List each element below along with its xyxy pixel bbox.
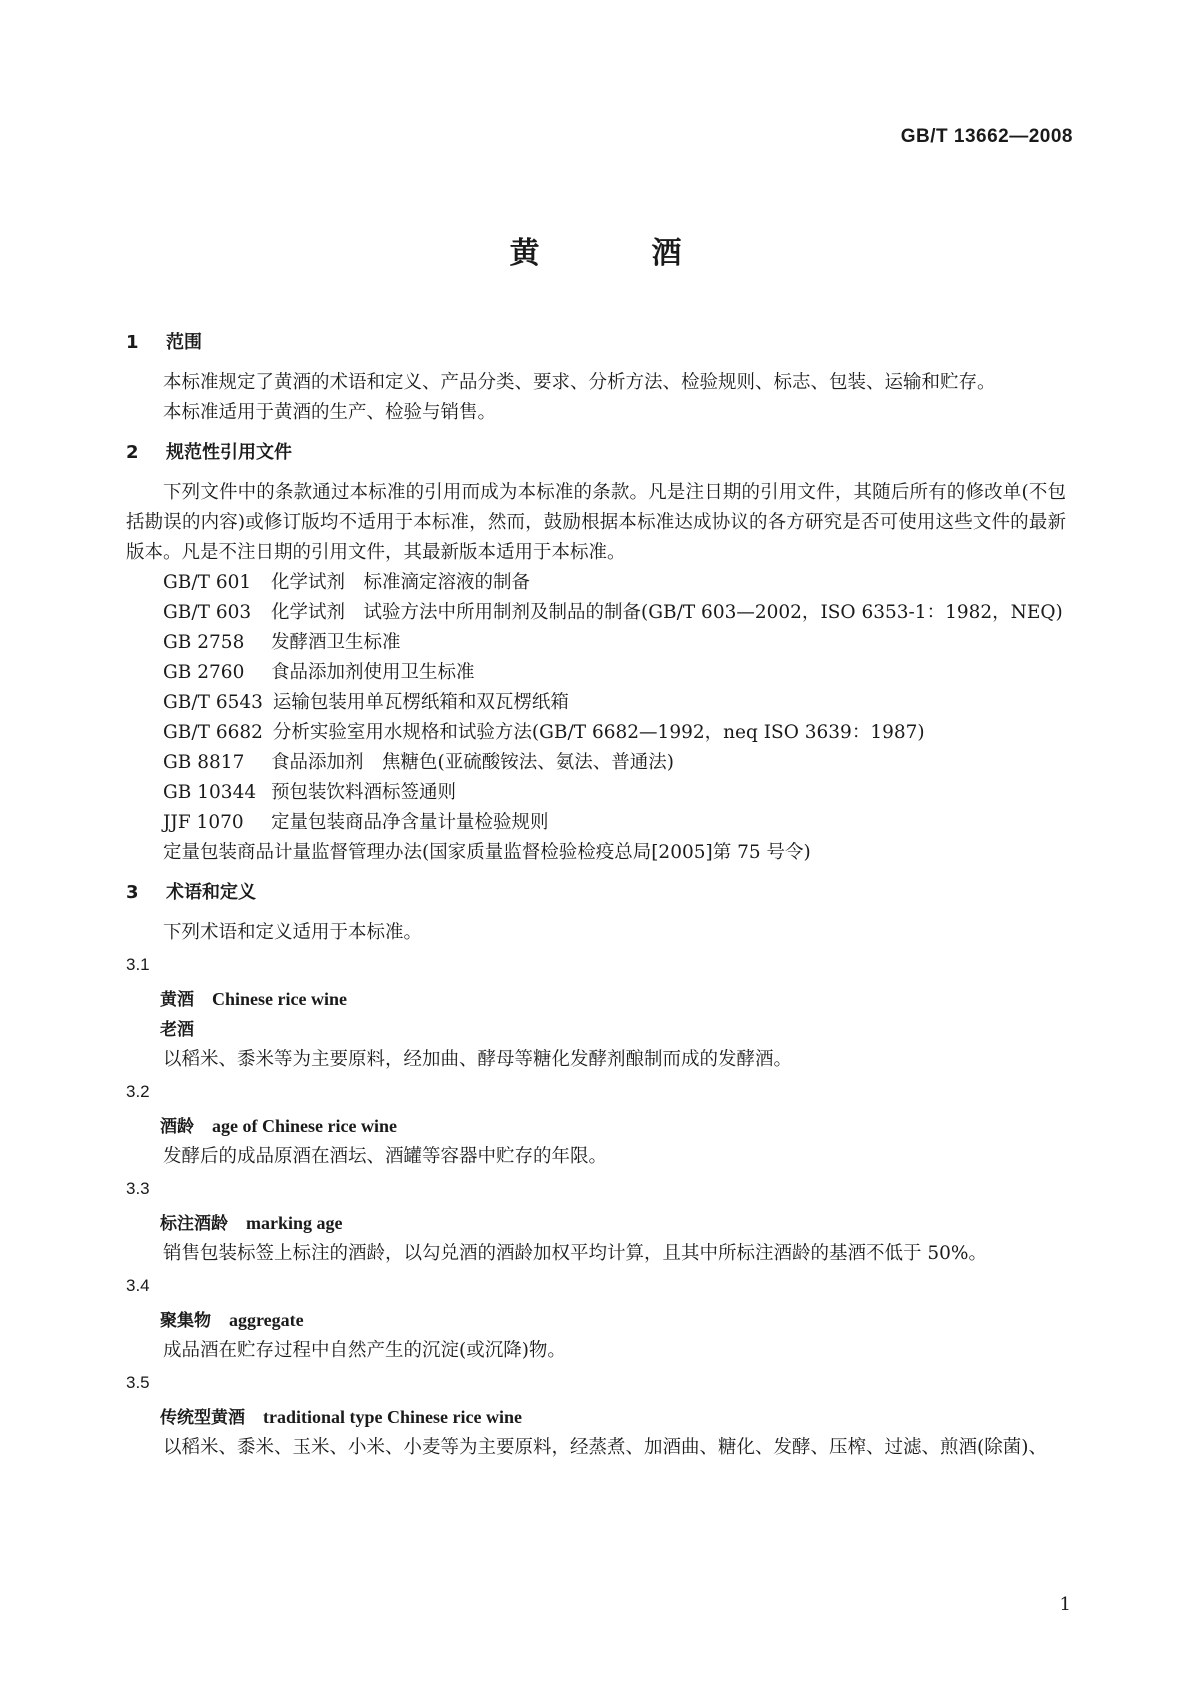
reference-title: 化学试剂 试验方法中所用制剂及制品的制备(GB/T 603—2002，ISO 6353-1：1982，NEQ) [271,602,1063,623]
reference-title: 化学试剂 标准滴定溶液的制备 [271,572,531,593]
section-2-heading [126,438,1066,468]
reference-code: GB 2758 [163,632,245,653]
reference-item-regulation: 定量包装商品计量监督管理办法(国家质量监督检验检疫总局[2005]第 75 号令) [163,842,811,863]
section-3-heading [126,878,1066,908]
reference-item [126,808,1066,838]
term-zh: 标注酒龄 [160,1214,228,1234]
scope-paragraph-2: 本标准适用于黄酒的生产、检验与销售。 [163,402,497,423]
reference-code: JJF 1070 [163,812,244,833]
reference-title: 分析实验室用水规格和试验方法(GB/T 6682—1992，neq ISO 3639：1987) [272,722,925,743]
reference-code: GB/T 6682 [163,722,263,743]
term-alternative: 老酒 [160,1020,194,1040]
reference-title: 定量包装商品净含量计量检验规则 [271,812,549,833]
section-number: 1 [126,332,139,353]
reference-title: 发酵酒卫生标准 [271,632,401,653]
reference-item [126,718,1066,748]
term-zh: 传统型黄酒 [160,1408,245,1428]
references-intro: 下列文件中的条款通过本标准的引用而成为本标准的条款。凡是注日期的引用文件，其随后所有的修改单(不包括勘误的内容)或修订版均不适用于本标准，然而，鼓励根据本标准达成协议的各方研究是否可使用这些文件的最新版本。凡是不注日期的引用文件，其最新版本适用于本标准。 [126,482,1066,563]
reference-code: GB 10344 [163,782,257,803]
term-en: traditional type Chinese rice wine [263,1407,522,1427]
term-zh: 黄酒 [160,990,194,1010]
term-en: marking age [246,1213,343,1233]
reference-item [126,778,1066,808]
term-zh: 聚集物 [160,1311,211,1331]
reference-title: 运输包装用单瓦楞纸箱和双瓦楞纸箱 [272,692,569,713]
title-char-2: 酒 [651,236,682,271]
reference-item [126,568,1066,598]
terms-intro: 下列术语和定义适用于本标准。 [163,922,423,943]
term-number: 3.2 [126,1082,150,1101]
term-number: 3.4 [126,1276,150,1295]
reference-item [126,628,1066,658]
reference-item [126,598,1066,628]
reference-item [126,658,1066,688]
section-number: 3 [126,882,139,903]
section-number: 2 [126,442,139,463]
reference-code: GB/T 6543 [163,692,263,713]
scope-paragraph-1: 本标准规定了黄酒的术语和定义、产品分类、要求、分析方法、检验规则、标志、包装、运输和贮存。 [163,372,996,393]
page-number: 1 [1059,1594,1071,1615]
reference-code: GB/T 603 [163,602,252,623]
reference-code: GB 2760 [163,662,245,683]
section-1-heading [126,328,1066,358]
term-zh: 酒龄 [160,1117,194,1137]
term-en: age of Chinese rice wine [212,1116,397,1136]
term-definition: 成品酒在贮存过程中自然产生的沉淀(或沉降)物。 [163,1340,566,1361]
document-body [126,328,1066,1463]
standard-code: GB/T 13662—2008 [900,126,1073,147]
term-heading [126,984,1066,1015]
reference-title: 预包装饮料酒标签通则 [271,782,457,803]
reference-code: GB 8817 [163,752,245,773]
reference-item [126,688,1066,718]
term-heading [126,1208,1066,1239]
term-definition: 发酵后的成品原酒在酒坛、酒罐等容器中贮存的年限。 [163,1146,608,1167]
section-title: 规范性引用文件 [166,442,292,463]
term-number: 3.5 [126,1373,150,1392]
section-title: 范围 [166,332,202,353]
term-definition: 以稻米、黍米、玉米、小米、小麦等为主要原料，经蒸煮、加酒曲、糖化、发酵、压榨、过滤、煎酒(除菌)、 [163,1437,1047,1458]
term-heading [126,1111,1066,1142]
reference-title: 食品添加剂使用卫生标准 [271,662,475,683]
section-title: 术语和定义 [166,882,256,903]
term-definition: 以稻米、黍米等为主要原料，经加曲、酵母等糖化发酵剂酿制而成的发酵酒。 [163,1049,793,1070]
term-number: 3.1 [126,955,150,974]
term-en: aggregate [229,1310,304,1330]
reference-title: 食品添加剂 焦糖色(亚硫酸铵法、氨法、普通法) [271,752,674,773]
term-definition: 销售包装标签上标注的酒龄，以勾兑酒的酒龄加权平均计算，且其中所标注酒龄的基酒不低于 50%。 [163,1243,988,1264]
term-number: 3.3 [126,1179,150,1198]
term-heading [126,1305,1066,1336]
title-char-1: 黄 [509,236,540,271]
reference-item [126,748,1066,778]
term-heading [126,1402,1066,1433]
term-en: Chinese rice wine [212,989,347,1009]
reference-code: GB/T 601 [163,572,252,593]
document-title [0,228,1191,272]
